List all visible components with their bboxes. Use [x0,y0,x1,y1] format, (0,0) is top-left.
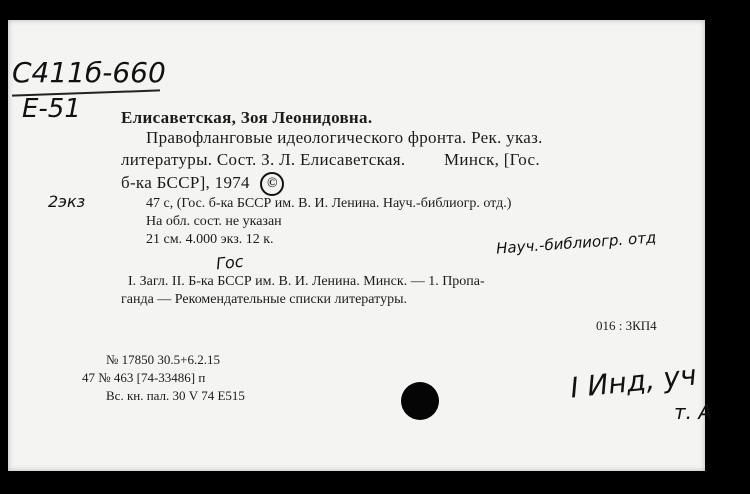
title-line-2-text: литературы. Сост. З. Л. Елисаветская. [121,150,406,169]
ink-blot [401,382,439,420]
shelfmark-1: С411б-660 [12,56,166,89]
order-line: 47 № 463 [74-33486] п [82,370,206,385]
title-line-2 [121,150,540,170]
title-line-2-place: Минск, [Гос. [444,150,540,169]
handwritten-note-bottom-right-2: т. А [674,400,713,424]
copies-note: 2экз [48,192,86,211]
shelfmark-2: Е-51 [22,94,81,124]
author-heading: Елисаветская, Зоя Леонидовна. [121,108,373,127]
classification-number: 016 : 3КП4 [596,318,657,333]
handwritten-note-above-tracing: Гос [215,251,245,274]
cover-note: На обл. сост. не указан [146,214,282,229]
series-line: 47 с, (Гос. б-ка БССР им. В. И. Ленина. Науч.-библиогр. отд.) [146,196,512,211]
handwritten-note-upper-right: Науч.-библиогр. отд [495,228,657,258]
number-line: № 17850 30.5+6.2.15 [106,352,220,367]
tracings-line-2: ганда — Рекомендательные списки литературы. [121,292,407,307]
handwritten-note-bottom-right: I Инд, уч [568,358,699,405]
title-line-1: Правофланговые идеологического фронта. Рек. указ. [146,128,543,147]
tracings-line-1: I. Загл. II. Б-ка БССР им. В. И. Ленина. Минск. — 1. Пропа- [128,274,485,289]
title-line-3-text: б-ка БССР], 1974 [121,172,250,192]
catalog-card [8,20,713,471]
copyright-icon: © [260,172,284,196]
title-line-3 [121,172,284,196]
size-line: 21 см. 4.000 экз. 12 к. [146,232,274,247]
publisher-line: Вс. кн. пал. 30 V 74 Е515 [106,388,245,403]
